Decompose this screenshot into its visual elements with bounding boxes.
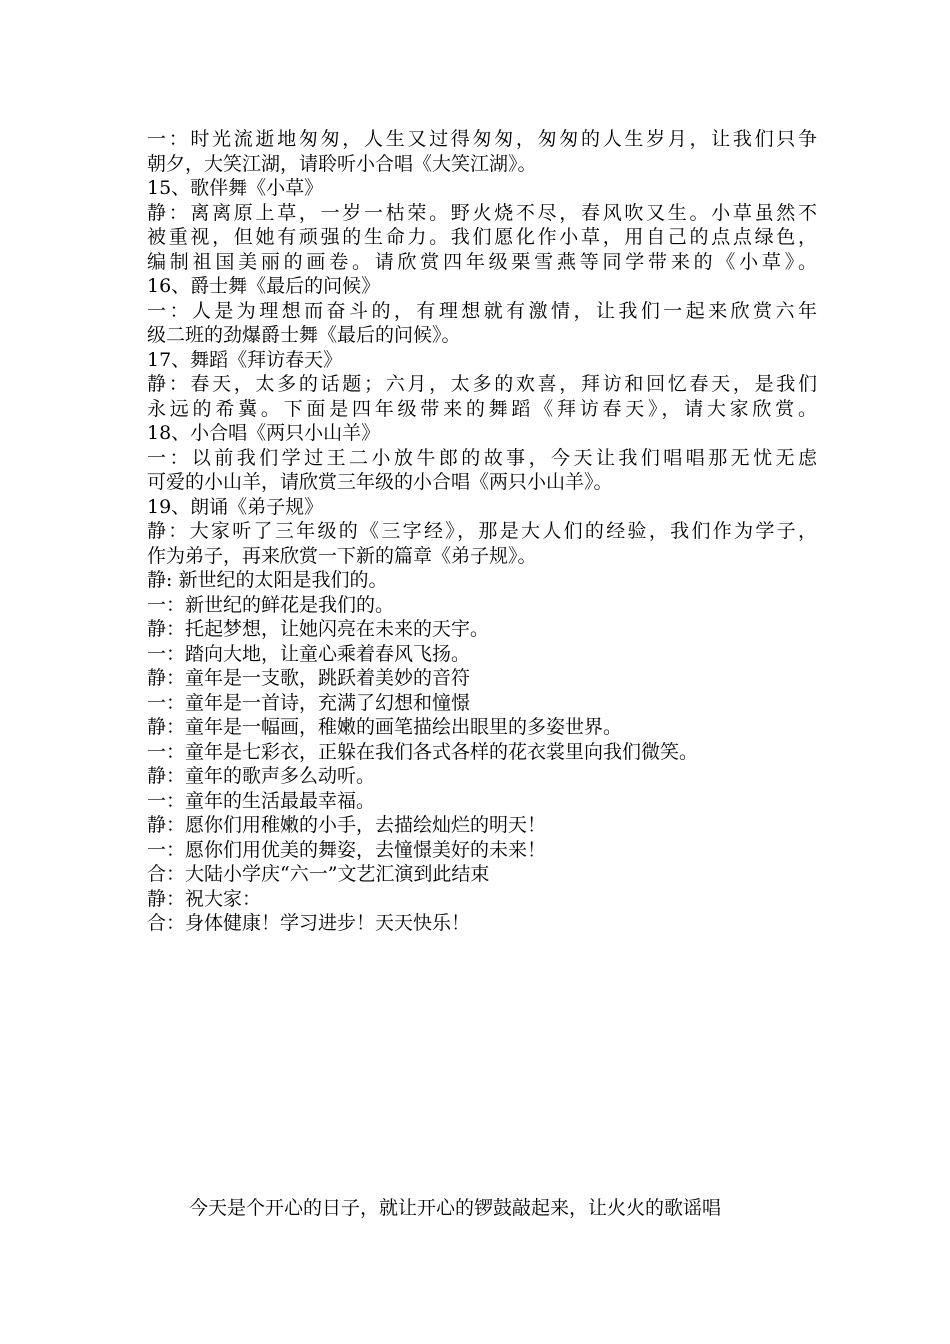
script-line: 静：愿你们用稚嫩的小手，去描绘灿烂的明天！ <box>147 814 547 836</box>
script-line: 静：春天，太多的话题；六月，太多的欢喜，拜访和回忆春天，是我们 <box>147 373 817 395</box>
script-line: 作为弟子，再来欣赏一下新的篇章《弟子规》。 <box>147 544 537 567</box>
script-line: 静：童年是一幅画，稚嫩的画笔描绘出眼里的多姿世界。 <box>147 716 623 738</box>
script-line: 一：童年是七彩衣，正躲在我们各式各样的花衣裳里向我们微笑。 <box>147 740 699 763</box>
script-line: 一：时光流逝地匆匆，人生又过得匆匆，匆匆的人生岁月，让我们只争 <box>147 128 817 150</box>
script-line: 静：童年的歌声多么动听。 <box>147 765 376 787</box>
script-line: 被重视，但她有顽强的生命力。我们愿化作小草，用自己的点点绿色， <box>147 226 817 248</box>
program-script-body <box>147 127 817 936</box>
script-line: 15、歌伴舞《小草》 <box>147 177 324 199</box>
script-line: 一：以前我们学过王二小放牛郎的故事，今天让我们唱唱那无忧无虑 <box>147 446 817 469</box>
script-line: 一：童年是一首诗，充满了幻想和憧憬 <box>147 691 471 714</box>
script-line: 级二班的劲爆爵士舞《最后的问候》。 <box>147 324 461 346</box>
next-section-paragraph: 今天是个开心的日子，就让开心的锣鼓敲起来，让火火的歌谣唱 <box>189 1197 722 1219</box>
script-line: 一：童年的生活最最幸福。 <box>147 789 376 812</box>
script-line: 朝夕，大笑江湖，请聆听小合唱《大笑江湖》。 <box>147 152 537 175</box>
script-line: 16、爵士舞《最后的问候》 <box>147 275 381 297</box>
script-line: 19、朗诵《弟子规》 <box>147 495 324 518</box>
script-line: 静：祝大家： <box>147 887 262 910</box>
script-line: 编制祖国美丽的画卷。请欣赏四年级栗雪燕等同学带来的《小草》。 <box>147 250 817 273</box>
script-line: 17、舞蹈《拜访春天》 <box>147 348 343 371</box>
script-line: 静：托起梦想，让她闪亮在未来的天宇。 <box>147 618 490 640</box>
script-line: 合：身体健康！学习进步！天天快乐！ <box>147 912 471 934</box>
script-line: 一：新世纪的鲜花是我们的。 <box>147 593 395 616</box>
script-line: 一：人是为理想而奋斗的，有理想就有激情，让我们一起来欣赏六年 <box>147 299 817 322</box>
script-line: 静：大家听了三年级的《三字经》，那是大人们的经验，我们作为学子， <box>147 520 817 542</box>
script-line: 一：愿你们用优美的舞姿，去憧憬美好的未来！ <box>147 838 547 861</box>
script-line: 静: 新世纪的太阳是我们的。 <box>147 569 388 591</box>
script-line: 永远的希冀。下面是四年级带来的舞蹈《拜访春天》，请大家欣赏。 <box>147 397 817 420</box>
script-line: 一：踏向大地，让童心乘着春风飞扬。 <box>147 642 471 665</box>
script-line: 可爱的小山羊，请欣赏三年级的小合唱《两只小山羊》。 <box>147 471 613 493</box>
script-line: 静：离离原上草，一岁一枯荣。野火烧不尽，春风吹又生。小草虽然不 <box>147 201 817 224</box>
script-line: 静：童年是一支歌，跳跃着美妙的音符 <box>147 667 471 689</box>
script-line: 18、小合唱《两只小山羊》 <box>147 422 381 444</box>
script-line: 合：大陆小学庆“六一”文艺汇演到此结束 <box>147 863 490 885</box>
